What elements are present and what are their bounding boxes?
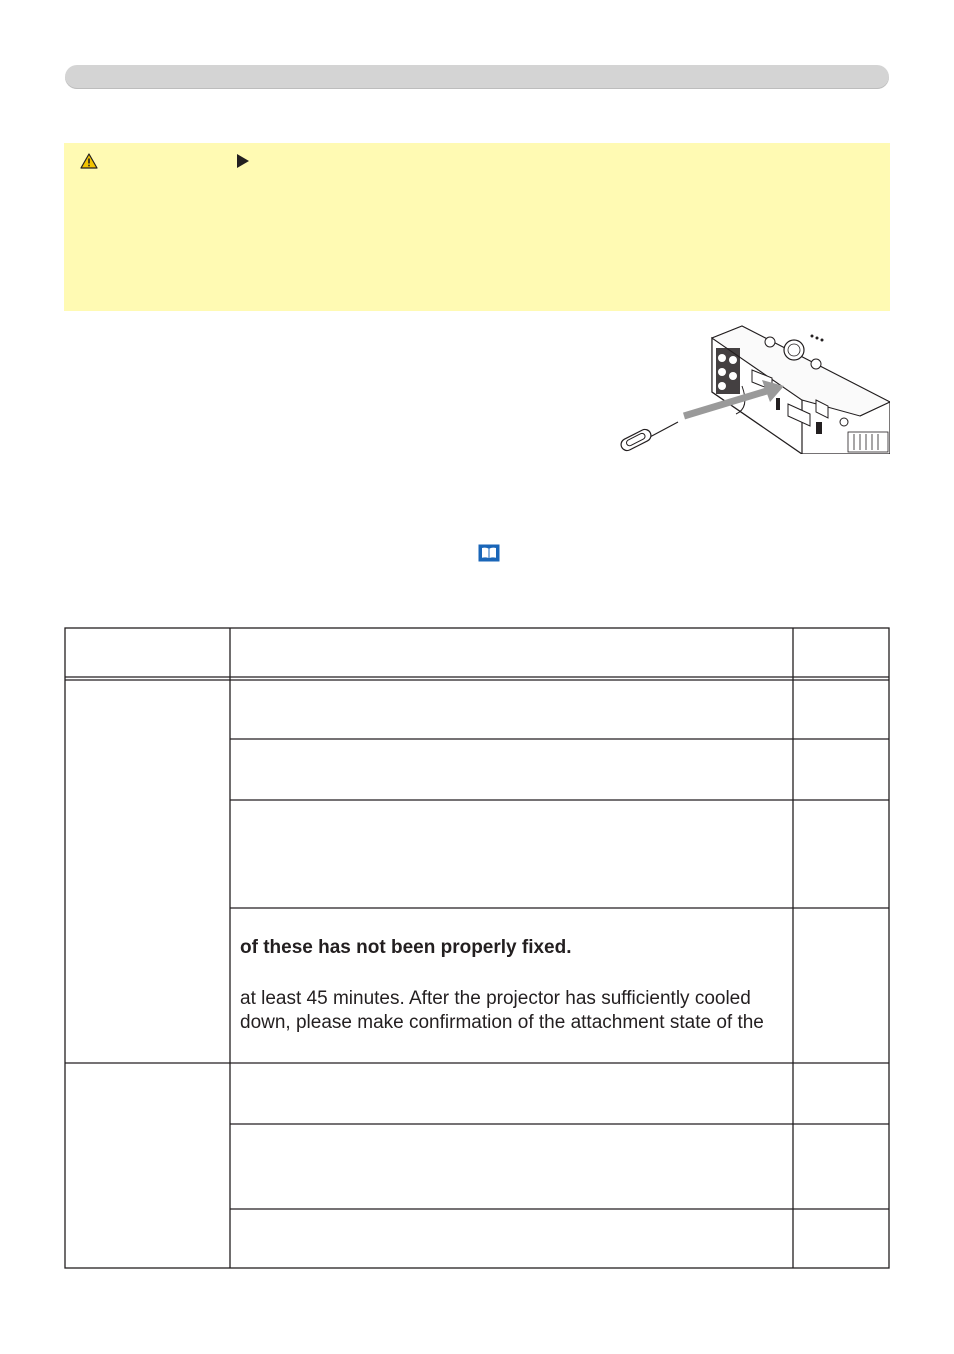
table-cell-bold-text: of these has not been properly fixed. (240, 937, 572, 958)
table-cell-text-line: at least 45 minutes. After the projector has sufficiently cooled (240, 988, 751, 1009)
table-cell-text-line: down, please make confirmation of the attachment state of the (240, 1012, 764, 1033)
